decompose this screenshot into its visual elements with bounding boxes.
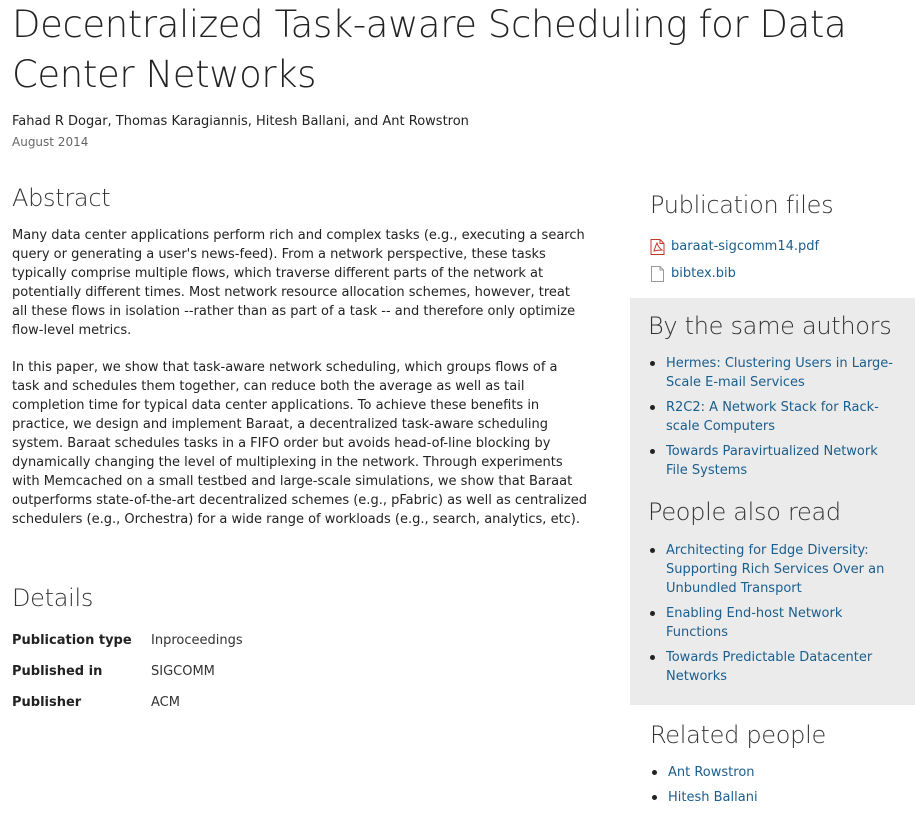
details-label: Publisher (12, 695, 82, 710)
pdf-icon (650, 239, 665, 255)
file-item-bib (650, 260, 910, 287)
details-value: SIGCOMM (151, 664, 215, 679)
related-person-link[interactable]: Ant Rowstron (668, 765, 755, 780)
details-value: Inproceedings (151, 633, 243, 648)
list-item (648, 648, 903, 686)
also-read-list (648, 541, 903, 692)
same-authors-list (648, 354, 903, 486)
document-icon (650, 266, 665, 282)
also-read-link[interactable]: Enabling End-host Network Functions (666, 606, 843, 640)
list-item (648, 604, 903, 642)
same-authors-heading: By the same authors (648, 312, 892, 340)
details-row-publisher (12, 695, 180, 710)
author-list: Fahad R Dogar, Thomas Karagiannis, Hitesh Ballani, and Ant Rowstron (12, 114, 469, 129)
list-item (648, 541, 903, 598)
list-item (648, 354, 903, 392)
list-item (648, 398, 903, 436)
abstract-paragraph-1: Many data center applications perform rich and complex tasks (e.g., executing a search query or generating a user's news-feed). From a network perspective, these tasks typically comprise multiple flows, which traverse different parts of the network at potentially different times. Most network resource allocation schemes, however, treat all these flows in isolation --rather than as part of a task -- and therefore only optimize flow-level metrics. (12, 228, 585, 338)
related-people-list (650, 763, 905, 813)
list-item (648, 442, 903, 480)
abstract-heading: Abstract (12, 184, 111, 212)
details-row-published-in (12, 664, 215, 679)
details-row-publication-type (12, 633, 243, 648)
also-read-heading: People also read (648, 498, 841, 526)
list-item (650, 763, 905, 782)
list-item (650, 788, 905, 807)
details-label: Publication type (12, 633, 132, 648)
related-person-link[interactable]: Hitesh Ballani (668, 790, 758, 805)
same-authors-link[interactable]: Towards Paravirtualized Network File Systems (666, 444, 878, 478)
related-people-heading: Related people (650, 721, 826, 749)
page-title: Decentralized Task-aware Scheduling for Data Center Networks (12, 3, 847, 96)
same-authors-link[interactable]: R2C2: A Network Stack for Rack-scale Computers (666, 400, 879, 434)
also-read-link[interactable]: Towards Predictable Datacenter Networks (666, 650, 873, 684)
pdf-file-link[interactable]: baraat-sigcomm14.pdf (671, 239, 820, 254)
also-read-link[interactable]: Architecting for Edge Diversity: Supporting Rich Services Over an Unbundled Transport (666, 543, 885, 596)
file-item-pdf (650, 233, 910, 260)
publication-date: August 2014 (12, 135, 89, 149)
bib-file-link[interactable]: bibtex.bib (671, 266, 736, 281)
details-heading: Details (12, 584, 94, 612)
details-value: ACM (151, 695, 180, 710)
same-authors-link[interactable]: Hermes: Clustering Users in Large-Scale E-mail Services (666, 356, 893, 390)
publication-files-list (650, 233, 910, 287)
details-label: Published in (12, 664, 103, 679)
publication-files-heading: Publication files (650, 191, 834, 219)
abstract-paragraph-2: In this paper, we show that task-aware network scheduling, which groups flows of a task and schedules them together, can reduce both the average as well as tail completion time for typical data center applications. To achieve these benefits in practice, we design and implement Baraat, a decentralized task-aware scheduling system. Baraat schedules tasks in a FIFO order but avoids head-of-line blocking by dynamically changing the level of multiplexing in the network. Through experiments with Memcached on a small testbed and large-scale simulations, we show that Baraat outperforms state-of-the-art decentralized schemes (e.g., pFabric) as well as centralized schedulers (e.g., Orchestra) for a wide range of workloads (e.g., search, analytics, etc). (12, 360, 587, 527)
